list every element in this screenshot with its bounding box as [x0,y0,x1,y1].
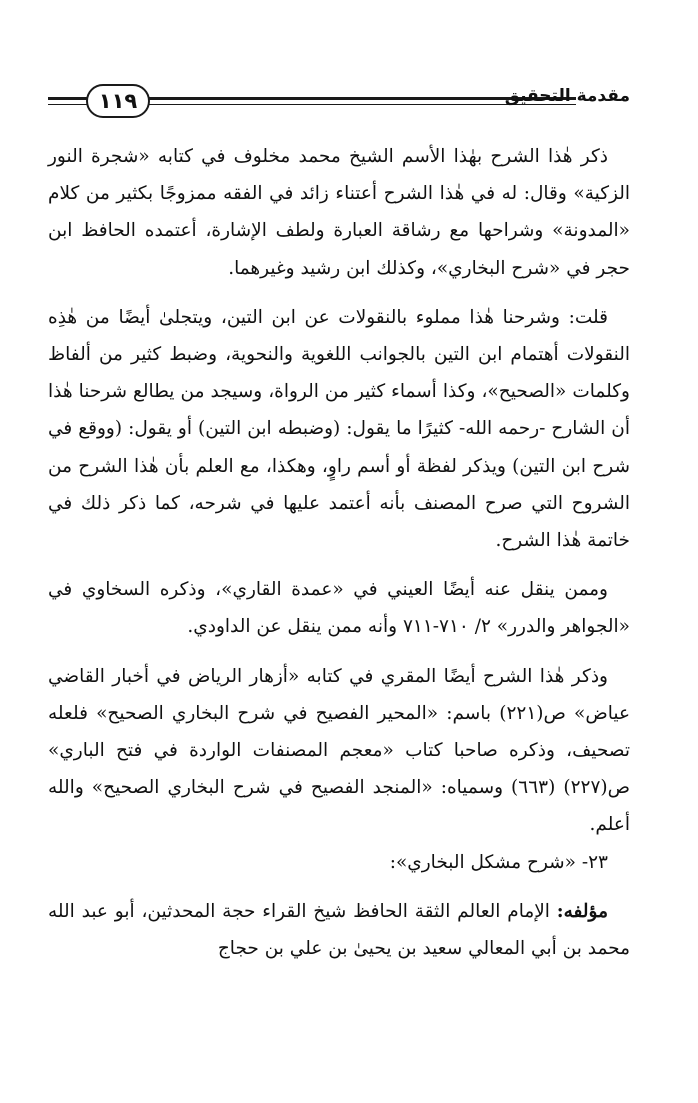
page-number-badge [86,84,150,118]
paragraph: قلت: وشرحنا هٰذا مملوء بالنقولات عن ابن التين، ويتجلىٰ أيضًا من هٰذِه النقولات أهتمام ابن التين بالجوانب اللغوية والنحوية، وضبط كثير من ألفاظ وكلمات «الصحيح»، وكذا أسماء كثير من الرواة، وسيجد من يطالع شرحنا هٰذا أن الشارح -رحمه الله- كثيرًا ما يقول: (وضبطه ابن التين) أو يقول: (ووقع في شرح ابن التين) ويذكر لفظة أو أسم راوٍ، وهكذا، مع العلم بأن هٰذا الشرح من الشروح التي صرح المصنف بأنه أعتمد عليها في شرحه، كما ذكر ذلك في خاتمة هٰذا الشرح. [48,306,630,552]
paragraph: وذكر هٰذا الشرح أيضًا المقري في كتابه «أزهار الرياض في أخبار القاضي عياض» ص(٢٢١) باسم: «المحير الفصيح في شرح البخاري الصحيح» فلعله تصحيف، وذكره صاحبا كتاب «معجم المصنفات الواردة في فتح الباري» ص(٢٢٧) (٦٦٣) وسمياه: «المنجد الفصيح في شرح البخاري الصحيح» والله أعلم. [48,665,630,836]
paragraph: وممن ينقل عنه أيضًا العيني في «عمدة القاري»، وذكره السخاوي في «الجواهر والدرر» ٢/ ٧١٠-٧١١ وأنه ممن ينقل عن الداودي. [48,579,630,638]
author-label: مؤلفه: [556,900,608,922]
page-number: ١١٩ [98,89,138,113]
body-text [48,138,630,967]
author-paragraph [48,893,630,967]
author-text: الإمام العالم الثقة الحافظ شيخ القراء حجة المحدثين، أبو عبد الله محمد بن أبي المعالي سعيد بن يحيىٰ بن علي بن حجاج [48,900,630,960]
header-rule [48,104,88,105]
page-header [48,82,630,122]
header-rule [48,97,88,100]
paragraph: ذكر هٰذا الشرح بهٰذا الأسم الشيخ محمد مخلوف في كتابه «شجرة النور الزكية» وقال: له في هٰذا الشرح أعتناء زائد في الفقه ممزوجًا بكثير من كلام «المدونة» وشراحها مع رشاقة العبارة ولطف الإشارة، أعتمده الحافظ ابن حجر في «شرح البخاري»، وكذلك ابن رشيد وغيرهما. [48,146,630,279]
header-title: مقدمة التحقيق [504,86,630,106]
section-heading: ٢٣- «شرح مشكل البخاري»: [389,851,608,873]
